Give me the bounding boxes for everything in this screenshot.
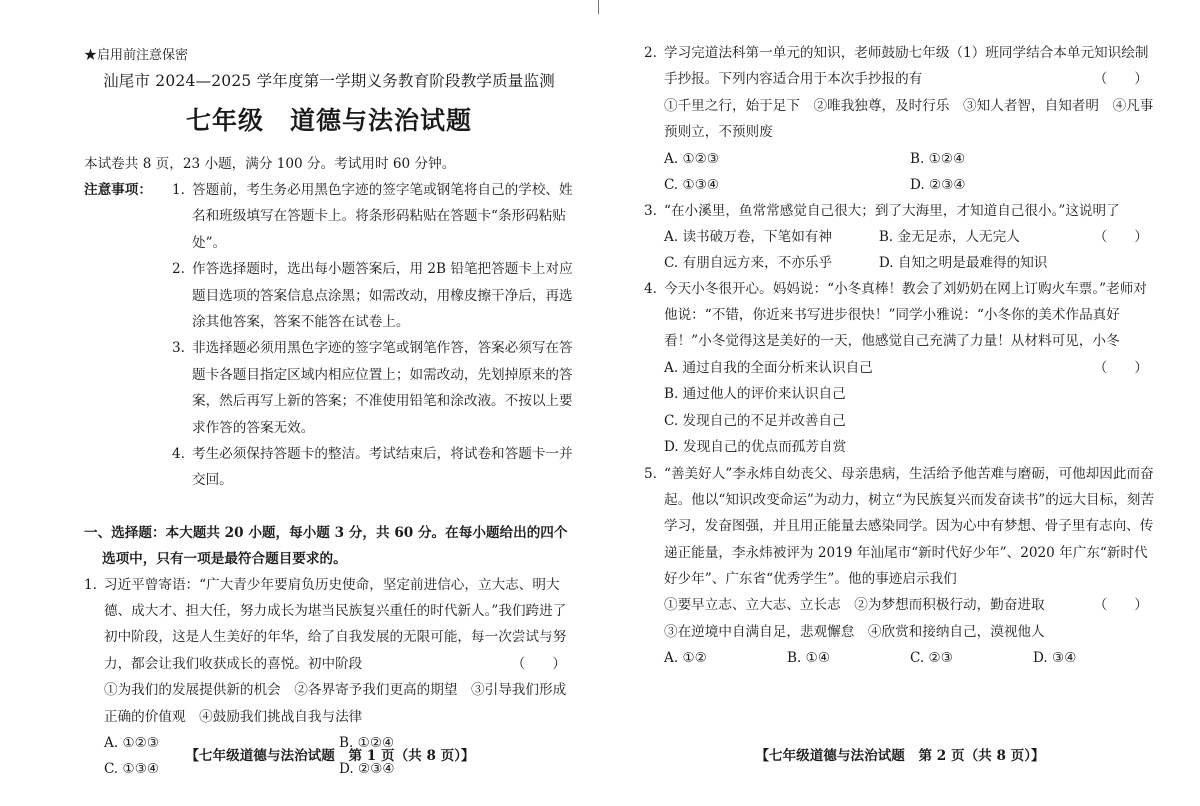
option-grid [644, 224, 1094, 276]
option-a: A. ①②③ [104, 735, 160, 752]
option-b: B. ①②④ [910, 150, 966, 167]
answer-blank: （ ） [511, 655, 566, 672]
note-number: 4. [172, 446, 185, 463]
option-a: A. ①②③ [664, 150, 720, 167]
question-statements: ①为我们的发展提供新的机会 ②各界寄予我们更高的期望 ③引导我们形成正确的价值观 ④鼓励我们挑战自我与法律 [104, 682, 567, 725]
note-number: 1. [172, 182, 185, 198]
note-item [84, 335, 574, 441]
note-item [84, 441, 574, 494]
section-heading: 一、选择题：本大题共 20 小题，每小题 3 分，共 60 分。在每小题给出的四个选项中，只有一项是最符合题目要求的。 [84, 524, 568, 567]
option-c: C. 发现自己的不足并改善自己 [664, 412, 846, 429]
note-number: 2. [172, 261, 185, 278]
question-1 [84, 572, 574, 677]
option-d: D. 自知之明是最难得的知识 [878, 254, 1048, 271]
question-stem: 习近平曾寄语：“广大青少年要肩负历史使命，坚定前进信心，立大志、明大德、成大才、担大任，努力成长为堪当民族复兴重任的时代新人。”我们跨进了初中阶段，这是人生美好的年华，给了自我发展的无限可能，每一次尝试与努力，都会让我们收获成长的喜悦。初中阶段 [104, 576, 567, 672]
option-c: C. ②③ [910, 650, 953, 667]
question-number: 3. [644, 202, 657, 219]
question-number: 4. [644, 280, 657, 297]
exam-header: 汕尾市 2024—2025 学年度第一学期义务教育阶段教学质量监测 [103, 72, 555, 90]
statements-part-1: ①要早立志、立大志、立长志 ②为梦想而积极行动，勤奋进取 [664, 597, 1045, 614]
notes-label: 注意事项： [84, 182, 152, 198]
question-stem: 学习完道法科第一单元的知识，老师鼓励七年级（1）班同学结合本单元知识绘制手抄报。下列内容适合用于本次手抄报的有 [664, 45, 1149, 88]
page-2 [600, 0, 1200, 806]
question-statements: ①千里之行，始于足下 ②唯我独尊，及时行乐 ③知人者智，自知者明 ④凡事预则立，不预则废 [664, 97, 1154, 141]
option-d: D. ③④ [1033, 650, 1077, 667]
option-c: C. 有朋自远方来，不亦乐乎 [664, 254, 833, 271]
exam-title [84, 101, 574, 137]
option-b: B. 通过他人的评价来认识自己 [664, 386, 846, 403]
option-a: A. ①② [664, 650, 707, 667]
confidential-mark: ★启用前注意保密 [84, 48, 189, 63]
question-number: 5. [644, 465, 657, 482]
notes-block [84, 177, 574, 494]
title-grade: 七年级 [185, 106, 264, 135]
note-item [84, 256, 574, 335]
option-d: D. ②③④ [339, 761, 395, 778]
option-d: D. 发现自己的优点而孤芳自赏 [664, 439, 847, 456]
note-text: 非选择题必须用黑色字迹的签字笔或钢笔作答，答案必须写在答题卡各题目指定区域内相应位置上；如需改动，先划掉原来的答案，然后再写上新的答案；不准使用铅笔和涂改液。不按以上要求作答的答案无效。 [192, 340, 573, 436]
question-2 [644, 40, 1156, 93]
page-footer: 【七年级道德与法治试题 第 2 页（共 8 页）】 [755, 748, 1045, 764]
option-row [644, 645, 1156, 671]
option-b: B. 金无足赤，人无完人 [878, 228, 1020, 245]
option-d: D. ②③④ [910, 176, 966, 193]
answer-blank: （ ） [1093, 597, 1148, 614]
option-grid [644, 146, 1156, 198]
option-c: C. ①③④ [664, 176, 720, 193]
question-stem: “善美好人”李永炜自幼丧父、母亲患病，生活给予他苦难与磨砺，可他却因此而奋起。他以“知识改变命运”为动力，树立“为民族复兴而发奋读书”的远大目标，刻苦学习，发奋图强，并且用正能量去感染同学。因为心中有梦想、骨子里有志向、传递正能量，李永炜被评为 2019 年汕尾市“新时代好少年”、2020 年广东“新时代好少年”、广东省“优秀学生”。他的事迹启示我们 [664, 465, 1154, 587]
question-5 [644, 461, 1156, 592]
note-text: 答题前，考生务必用黑色字迹的签字笔或钢笔将自己的学校、姓名和班级填写在答题卡上。将条形码粘贴在答题卡“条形码粘贴处”。 [192, 182, 573, 251]
note-number: 3. [172, 340, 185, 357]
exam-intro: 本试卷共 8 页，23 小题，满分 100 分。考试用时 60 分钟。 [84, 156, 456, 172]
note-text: 考生必须保持答题卡的整洁。考试结束后，将试卷和答题卡一并交回。 [192, 446, 573, 489]
note-text: 作答选择题时，选出每小题答案后，用 2B 铅笔把答题卡上对应题目选项的答案信息点涂黑；如需改动，用橡皮擦干净后，再选涂其他答案，答案不能答在试卷上。 [192, 261, 573, 331]
question-statements [644, 592, 1156, 645]
note-item [84, 177, 574, 256]
statements-part-2: ③在逆境中自满自足，悲观懈怠 ④欣赏和接纳自己，漠视他人 [664, 623, 1045, 640]
question-number: 2. [644, 45, 657, 61]
question-stem: 今天小冬很开心。妈妈说：“小冬真棒！教会了刘奶奶在网上订购火车票。”老师对他说：“不错，你近来书写进步很快！”同学小雅说：“小冬你的美术作品真好看！”小冬觉得这是美好的一天，他感觉自己充满了力量！从材料可见，小冬 [664, 280, 1147, 350]
question-stem: “在小溪里，鱼常常感觉自己很大；到了大海里，才知道自己很小。”这说明了 [664, 202, 1120, 219]
answer-blank: （ ） [1093, 359, 1148, 376]
page-footer: 【七年级道德与法治试题 第 1 页（共 8 页）】 [185, 748, 475, 764]
option-b: B. ①②④ [339, 735, 395, 752]
option-a: A. 通过自我的全面分析来认识自己 [664, 359, 873, 376]
answer-blank: （ ） [1093, 71, 1148, 88]
option-a: A. 读书破万卷，下笔如有神 [664, 228, 832, 245]
answer-blank: （ ） [1093, 228, 1148, 245]
option-list [644, 355, 1156, 461]
option-c: C. ①③④ [104, 761, 160, 778]
title-subject: 道德与法治试题 [290, 106, 473, 135]
option-b: B. ①④ [787, 650, 831, 667]
question-number: 1. [84, 576, 97, 593]
